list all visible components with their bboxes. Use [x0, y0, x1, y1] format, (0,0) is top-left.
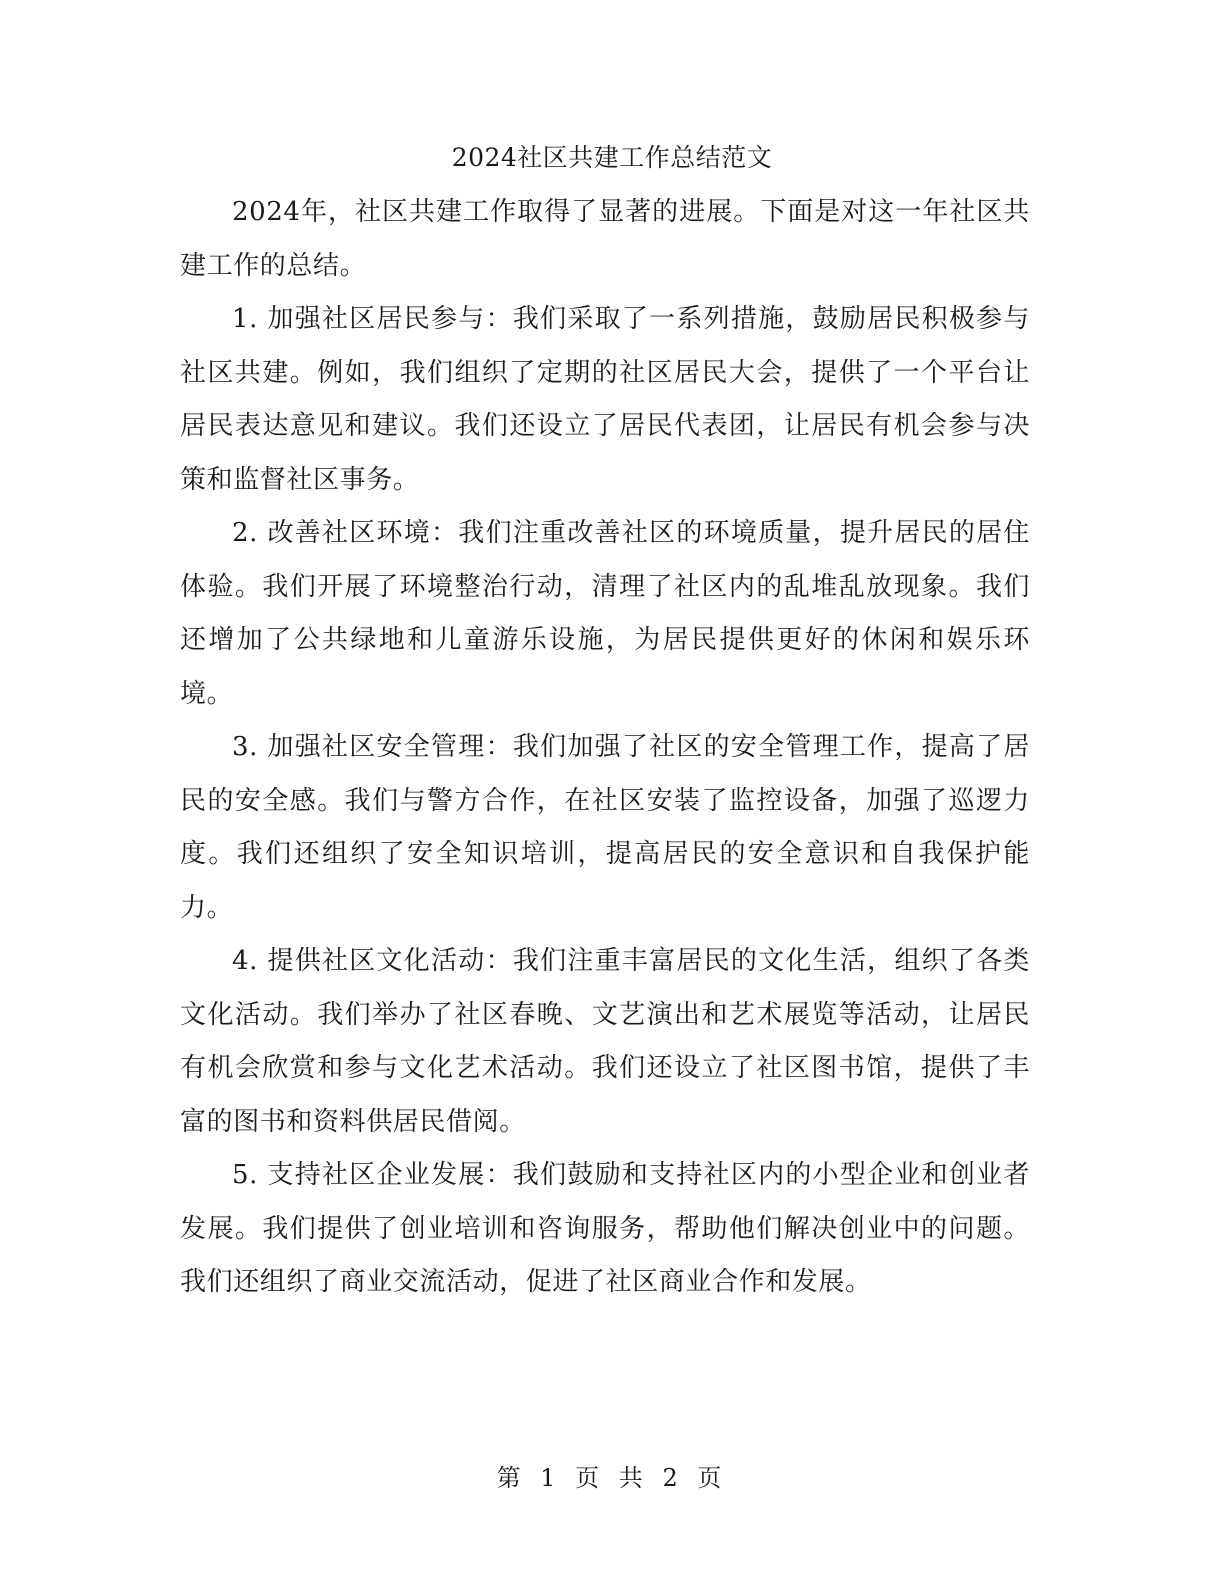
document-body: [180, 186, 1030, 1310]
paragraph-item-1: 1. 加强社区居民参与：我们采取了一系列措施，鼓励居民积极参与社区共建。例如，我们组织了定期的社区居民大会，提供了一个平台让居民表达意见和建议。我们还设立了居民代表团，让居民有机会参与决策和监督社区事务。: [180, 304, 1030, 495]
paragraph-item-4: 4. 提供社区文化活动：我们注重丰富居民的文化生活，组织了各类文化活动。我们举办了社区春晚、文艺演出和艺术展览等活动，让居民有机会欣赏和参与文化艺术活动。我们还设立了社区图书馆，提供了丰富的图书和资料供居民借阅。: [180, 946, 1030, 1137]
page-number-footer: 第 1 页 共 2 页: [496, 1464, 728, 1492]
paragraph-item-2: 2. 改善社区环境：我们注重改善社区的环境质量，提升居民的居住体验。我们开展了环境整治行动，清理了社区内的乱堆乱放现象。我们还增加了公共绿地和儿童游乐设施，为居民提供更好的休闲和娱乐环境。: [180, 518, 1030, 709]
document-title: 2024社区共建工作总结范文: [451, 143, 773, 172]
paragraph-intro: 2024年，社区共建工作取得了显著的进展。下面是对这一年社区共建工作的总结。: [180, 197, 1030, 281]
paragraph-item-3: 3. 加强社区安全管理：我们加强了社区的安全管理工作，提高了居民的安全感。我们与警方合作，在社区安装了监控设备，加强了巡逻力度。我们还组织了安全知识培训，提高居民的安全意识和自我保护能力。: [180, 732, 1030, 923]
paragraph-item-5: 5. 支持社区企业发展：我们鼓励和支持社区内的小型企业和创业者发展。我们提供了创业培训和咨询服务，帮助他们解决创业中的问题。我们还组织了商业交流活动，促进了社区商业合作和发展。: [180, 1160, 1030, 1297]
